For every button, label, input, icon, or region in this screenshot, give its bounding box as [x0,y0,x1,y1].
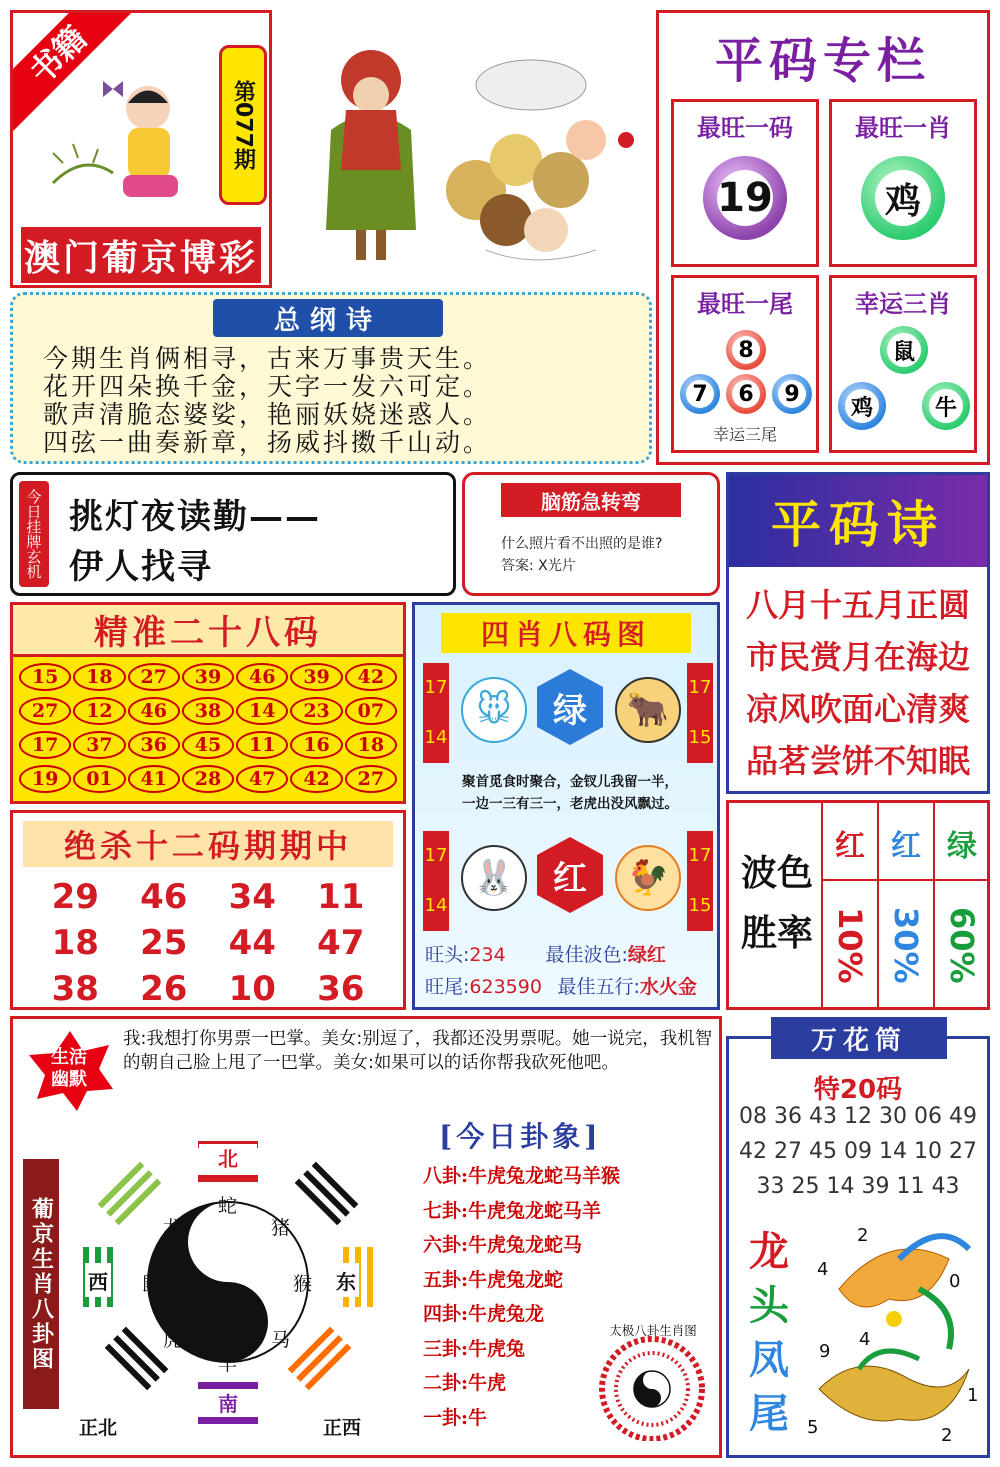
pmshi-title: 平码诗 [729,475,987,567]
info-label: 旺尾: [425,976,470,998]
whd-row: 08 36 43 12 30 06 49 [739,1104,977,1129]
info-value: 234 [469,944,506,966]
sx8-info [425,939,715,1003]
top-color: 绿 [553,690,587,731]
gua-row [423,1263,723,1298]
k12-number: 44 [228,923,276,963]
code: 14 [424,895,448,916]
whd-row: 42 27 45 09 14 10 27 [739,1139,977,1164]
gua-value: 牛虎兔 [468,1337,526,1360]
dragon-digit: 4 [817,1259,829,1280]
sx8-panel [412,602,720,1010]
lucky-ball-value: 牛 [929,389,963,423]
seal-caption: 太极八卦生肖图 [609,1323,697,1338]
dragon-digit: 9 [819,1341,831,1362]
bose-col-pct [823,887,877,1003]
pmshi-line: 品茗尝饼不知眠 [745,742,970,780]
brain-question: 什么照片看不出照的是谁? [501,536,663,552]
g28-number: 23 [290,697,342,725]
g28-number: 19 [19,765,71,793]
gua-value: 牛虎兔龙蛇 [468,1268,564,1291]
g28-number: 14 [236,697,288,725]
info-value: 623590 [469,976,542,998]
pmshi-panel [726,472,990,794]
poem-line: 歌声清脆态婆娑，艳丽妖娆迷惑人。 [43,400,492,429]
hot-zodiac-value: 鸡 [875,170,931,226]
g28-number: 18 [345,731,397,759]
brain-title: 脑筋急转弯 [501,483,681,517]
k12-number: 38 [51,969,99,1009]
tail-ball-value: 9 [778,380,806,408]
k12-number: 25 [140,923,188,963]
g28-number: 39 [182,663,234,691]
code: 14 [424,727,448,748]
g28-number: 16 [290,731,342,759]
slogan-char: 尾 [749,1390,789,1437]
g28-number: 47 [236,765,288,793]
pmshi-line: 八月十五月正圆 [745,586,970,624]
cell-label: 最旺一肖 [855,114,951,142]
dragon-digit: 0 [949,1271,961,1292]
bose-col-name: 红 [891,829,921,864]
whd-sub: 特20码 [813,1075,903,1105]
bagua-side-text: 葡京生肖八卦图 [28,1196,54,1372]
info-value: 绿红 [627,944,666,966]
gua-key: 四卦: [423,1303,469,1325]
pingma-cell-number [671,99,819,267]
bagua-animal: 猴 [293,1273,313,1295]
g28-number: 36 [128,731,180,759]
g28-number: 42 [345,663,397,691]
slogan-char: 龙 [749,1228,789,1275]
gua-value: 牛 [468,1406,488,1429]
info-label: 最佳波色: [545,944,628,966]
cell-label: 幸运三肖 [855,290,951,318]
pingma-panel [656,10,990,465]
bagua-animal: 猪 [271,1217,291,1239]
child-illustration [43,63,218,213]
k12-number: 46 [140,877,188,917]
pmshi-line: 市民赏月在海边 [745,638,970,676]
g28-number: 15 [19,663,71,691]
code: 17 [424,677,448,698]
issue-number: 第077期 [230,80,256,170]
riddle-line-2: 伊人找寻 [69,547,213,587]
g28-number: 17 [19,731,71,759]
dir-west: 西 [85,1263,111,1297]
gua-key: 七卦: [423,1199,469,1222]
tail-ball [772,374,812,414]
sx8-title: 四肖八码图 [441,613,691,653]
g28-number: 41 [128,765,180,793]
bagua-animal: 虎 [163,1329,183,1351]
info-label: 旺头: [425,944,470,966]
g28-number: 11 [236,731,288,759]
dragon-phoenix-illustration [799,1219,985,1449]
sx8-right-codes [687,831,713,931]
g28-number: 39 [290,663,342,691]
g28-number: 45 [182,731,234,759]
poem-line: 花开四朵换千金，天字一发六可定。 [43,372,492,401]
lucky-ball [922,382,970,430]
poem-line: 今期生肖俩相寻，古来万事贵天生。 [43,344,492,373]
tail-ball-top [726,330,766,370]
k12-number: 47 [317,923,365,963]
tail-ball-value: 7 [686,380,714,408]
g28-number: 38 [182,697,234,725]
gua-value: 牛虎 [468,1372,507,1394]
gua-row [423,1228,723,1263]
lucky-ball-value: 鸡 [845,389,879,423]
gua-key: 六卦: [423,1234,469,1256]
gua-key: 八卦: [423,1165,469,1187]
k12-panel [10,810,406,1010]
info-label: 最佳五行: [557,976,640,998]
hot-number-ball [703,156,787,240]
zodiac-seal [593,1323,711,1441]
bose-col-name: 绿 [947,829,977,864]
bagua-animal: 羊 [218,1353,238,1375]
dir-south: 南 [199,1389,257,1415]
slogan-char: 头 [749,1282,789,1329]
bagua-animal: 蛇 [218,1195,238,1217]
whd-panel [726,1025,990,1458]
bose-col-pct [879,887,933,1003]
lucky-ball [838,382,886,430]
whd-row: 33 25 14 39 11 43 [756,1174,960,1199]
corner-label-right: 正西 [323,1417,362,1439]
g28-grid [13,657,403,801]
g28-panel [10,602,406,804]
cell-label: 最旺一码 [697,114,793,142]
dragon-digit: 2 [857,1225,869,1246]
ox-icon: 🐂 [615,677,681,743]
gua-value: 牛虎兔龙蛇马羊 [468,1199,602,1222]
gua-row [423,1194,723,1229]
poem-title: 总纲诗 [213,299,443,337]
g28-number: 37 [73,731,125,759]
bose-col-pct [935,887,989,1003]
bagua-animal: 马 [271,1329,291,1351]
dir-north: 北 [199,1144,257,1170]
hot-number-value: 19 [717,170,773,226]
k12-title: 绝杀十二码期期中 [23,821,393,867]
rat-icon: 🐭 [461,677,527,743]
gua-key: 二卦: [423,1372,469,1394]
pingma-cell-lucky [829,275,977,453]
tail-ball [726,374,766,414]
dragon-digit: 5 [807,1417,819,1438]
bose-label [735,843,819,963]
brain-answer: 答案: X光片 [501,558,576,574]
g28-number: 27 [128,663,180,691]
k12-number: 29 [51,877,99,917]
gua-key: 三卦: [423,1337,469,1360]
pmshi-lines [729,579,987,787]
dragon-digit: 2 [941,1425,953,1446]
riddle-panel [10,472,456,596]
rooster-icon: 🐓 [615,845,681,911]
info-value: 水火金 [639,976,697,998]
sx8-left-codes [423,831,449,931]
issue-badge [219,45,267,205]
bottom-color: 红 [553,858,587,899]
bose-panel [726,800,990,1010]
gua-value: 牛虎兔龙蛇马 [468,1234,583,1256]
g28-number: 07 [345,697,397,725]
k12-number: 18 [51,923,99,963]
dragon-digit: 1 [967,1385,979,1406]
corner-label-left: 正北 [79,1417,118,1439]
g28-number: 18 [73,663,125,691]
brain-panel [462,472,720,596]
whd-title: 万花筒 [771,1017,947,1059]
pingma-cell-zodiac [829,99,977,267]
slogan-char: 凤 [749,1336,789,1383]
cartoon-illustration [276,0,668,288]
joke-text: 我:我想打你男票一巴掌。美女:别逗了，我都还没男票呢。她一说完，我机智的朝自己脸上甩了一巴掌。美女:如果可以的话你帮我砍死他吧。 [123,1029,713,1073]
whd-slogan [747,1225,791,1441]
pct: 10% [831,906,869,984]
g28-number: 01 [73,765,125,793]
gua-title: [今日卦象] [439,1120,602,1153]
riddle-tag [19,481,49,587]
k12-number: 11 [317,877,365,917]
g28-number: 46 [128,697,180,725]
sx8-right-codes [687,663,713,763]
gua-value: 牛虎兔龙 [468,1303,545,1325]
brand-title: 澳门葡京博彩 [21,227,261,283]
sx8-poem-line: 一边一三有三一，老虎出没风飘过。 [462,796,678,812]
hot-zodiac-ball [861,156,945,240]
poem-line: 四弦一曲奏新章，扬威抖擞千山动。 [43,428,492,457]
g28-number: 28 [182,765,234,793]
divider [821,879,987,881]
gua-key: 一卦: [423,1406,469,1429]
k12-number: 26 [140,969,188,1009]
code: 15 [688,895,712,916]
dir-east: 东 [333,1263,359,1297]
bagua-side-title [23,1159,59,1409]
pct: 60% [943,906,981,984]
humor-tag: 生活幽默 [51,1047,87,1090]
g28-number: 46 [236,663,288,691]
tail-ball-value: 8 [732,336,760,364]
code: 17 [688,677,712,698]
k12-number: 36 [317,969,365,1009]
pct: 30% [887,906,925,984]
tail-ball-value: 6 [732,380,760,408]
poem-lines [43,345,643,457]
cell-label: 最旺一尾 [697,290,793,318]
lucky-ball-top [880,326,928,374]
pingma-title: 平码专栏 [714,32,931,89]
sx8-left-codes [423,663,449,763]
code: 17 [688,845,712,866]
g28-number: 27 [345,765,397,793]
sx8-poem-line: 聚首觅食时聚合，金钗儿我留一半， [462,774,678,790]
code: 15 [688,727,712,748]
bagua-animal: 龙 [163,1217,183,1239]
rabbit-icon: 🐰 [461,845,527,911]
g28-number: 12 [73,697,125,725]
lucky-ball-value: 鼠 [887,333,921,367]
riddle-line-1: 挑灯夜读勤—— [69,497,321,537]
g28-number: 42 [290,765,342,793]
g28-number: 27 [19,697,71,725]
gua-key: 五卦: [423,1268,469,1291]
pmshi-line: 凉风吹面心清爽 [745,690,970,728]
gua-value: 牛虎兔龙蛇马羊猴 [468,1165,621,1187]
bagua-animal: 鼠 [141,1273,161,1295]
sx8-poem [425,771,715,815]
riddle-tag-text: 今日挂牌玄机 [24,489,43,579]
tail-ball [680,374,720,414]
dragon-digit: 4 [859,1329,871,1350]
code: 17 [424,845,448,866]
bose-label-2: 胜率 [740,912,813,954]
k12-grid [13,871,403,1015]
poem-panel [10,292,652,464]
bose-col-name: 红 [835,829,865,864]
header-left-panel [10,10,272,288]
tail-caption: 幸运三尾 [712,425,777,444]
whd-numbers [729,1099,987,1204]
k12-number: 34 [228,877,276,917]
bose-label-1: 波色 [740,852,813,894]
pingma-cell-tail [671,275,819,453]
g28-title: 精准二十八码 [13,605,403,657]
bottom-left-panel [10,1016,722,1458]
k12-number: 10 [228,969,276,1009]
gua-row [423,1159,723,1194]
ribbon-badge: 书籍 [10,10,134,131]
